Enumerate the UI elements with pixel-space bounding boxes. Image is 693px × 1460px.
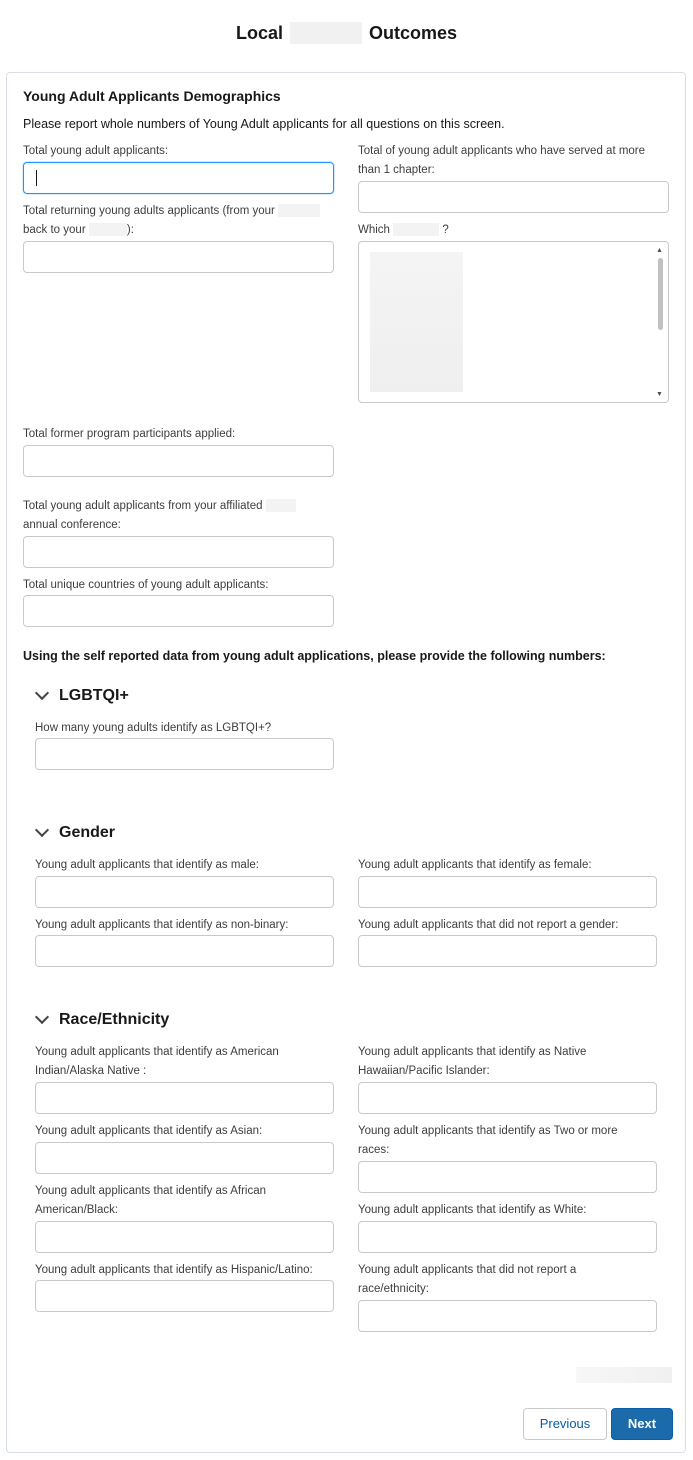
gender-heading[interactable]: Gender: [59, 824, 116, 841]
race-two-or-more-input[interactable]: [358, 1161, 657, 1193]
redacted-text: [266, 499, 296, 512]
next-button[interactable]: Next: [611, 1408, 673, 1440]
affiliated-conference-label-text-1: Total young adult applicants from your affiliated: [23, 500, 263, 512]
page-title-left: Local: [235, 22, 283, 43]
total-returning-label-text-2: back to your: [23, 224, 86, 236]
race-native-hawaiian-label: Young adult applicants that identify as Native Hawaiian/Pacific Islander:: [358, 1046, 587, 1077]
which-label-suffix: ?: [442, 224, 449, 236]
page-title: [0, 22, 693, 48]
total-returning-label-text-3: ):: [126, 224, 134, 236]
race-african-american-label: Young adult applicants that identify as African American/Black:: [35, 1185, 267, 1216]
gender-female-input[interactable]: [358, 876, 657, 908]
previous-button[interactable]: Previous: [523, 1408, 607, 1440]
redacted-text: [89, 223, 127, 236]
race-asian-input[interactable]: [35, 1142, 334, 1174]
unique-countries-label: Total unique countries of young adult applicants:: [23, 579, 269, 591]
redacted-text: [393, 223, 439, 236]
served-more-than-one-input[interactable]: [358, 181, 669, 213]
self-reported-intro: Using the self reported data from young adult applications, please provide the following numbers:: [23, 649, 606, 663]
total-applicants-label: Total young adult applicants:: [23, 145, 169, 157]
race-white-input[interactable]: [358, 1221, 657, 1253]
gender-non-binary-label: Young adult applicants that identify as non-binary:: [35, 919, 289, 931]
gender-non-binary-input[interactable]: [35, 935, 334, 967]
race-hispanic-input[interactable]: [35, 1280, 334, 1312]
lgbtqi-heading[interactable]: LGBTQI+: [59, 687, 129, 704]
race-native-hawaiian-input[interactable]: [358, 1082, 657, 1114]
scroll-up-icon[interactable]: ▲: [656, 247, 663, 254]
total-returning-label: [23, 202, 333, 240]
race-african-american-input[interactable]: [35, 1221, 334, 1253]
total-returning-input[interactable]: [23, 241, 334, 273]
race-not-reported-label: Young adult applicants that did not report a race/ethnicity:: [358, 1264, 577, 1295]
redacted-text: [576, 1367, 672, 1383]
race-white-label: Young adult applicants that identify as White:: [358, 1204, 587, 1216]
served-more-than-one-label: Total of young adult applicants who have served at more than 1 chapter:: [358, 145, 646, 176]
unique-countries-input[interactable]: [23, 595, 334, 627]
which-label: [358, 221, 668, 240]
redacted-text: [278, 204, 320, 217]
race-hispanic-label: Young adult applicants that identify as Hispanic/Latino:: [35, 1264, 313, 1276]
gender-male-input[interactable]: [35, 876, 334, 908]
gender-not-reported-label: Young adult applicants that did not report a gender:: [358, 919, 619, 931]
former-participants-input[interactable]: [23, 445, 334, 477]
redacted-list-content: [370, 252, 463, 392]
lgbtqi-input[interactable]: [35, 738, 334, 770]
total-applicants-input[interactable]: [23, 162, 334, 194]
lgbtqi-label: How many young adults identify as LGBTQI+?: [35, 722, 272, 734]
race-asian-label: Young adult applicants that identify as Asian:: [35, 1125, 263, 1137]
scrollbar-thumb[interactable]: [658, 258, 663, 330]
race-not-reported-input[interactable]: [358, 1300, 657, 1332]
listbox-scrollbar[interactable]: [654, 244, 666, 400]
instructions-text: Please report whole numbers of Young Adult applicants for all questions on this screen.: [23, 117, 505, 131]
gender-male-label: Young adult applicants that identify as male:: [35, 859, 259, 871]
race-american-indian-label: Young adult applicants that identify as American Indian/Alaska Native :: [35, 1046, 279, 1077]
page-title-right: Outcomes: [369, 22, 458, 43]
race-american-indian-input[interactable]: [35, 1082, 334, 1114]
affiliated-conference-label: [23, 497, 333, 535]
gender-female-label: Young adult applicants that identify as female:: [358, 859, 592, 871]
former-participants-label: Total former program participants applied:: [23, 428, 236, 440]
demographics-heading: Young Adult Applicants Demographics: [23, 88, 281, 104]
scroll-down-icon[interactable]: ▼: [656, 391, 663, 398]
which-label-prefix: Which: [358, 224, 390, 236]
which-listbox[interactable]: [358, 241, 669, 403]
affiliated-conference-label-text-2: annual conference:: [23, 519, 121, 531]
race-heading[interactable]: Race/Ethnicity: [59, 1011, 170, 1028]
race-two-or-more-label: Young adult applicants that identify as Two or more races:: [358, 1125, 618, 1156]
total-returning-label-text-1: Total returning young adults applicants (from your: [23, 205, 275, 217]
redacted-text: [290, 22, 362, 44]
text-caret: [36, 170, 37, 186]
gender-not-reported-input[interactable]: [358, 935, 657, 967]
affiliated-conference-input[interactable]: [23, 536, 334, 568]
